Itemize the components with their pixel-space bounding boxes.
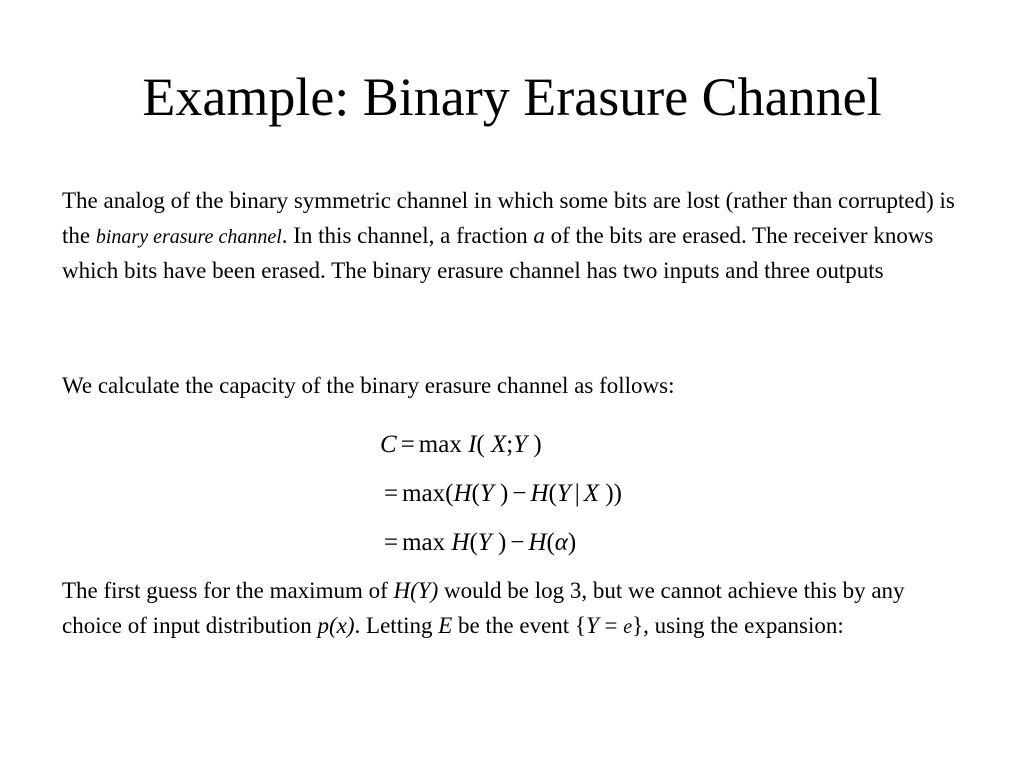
eq-symbol: H (453, 480, 472, 507)
eq-symbol: ( (471, 480, 480, 507)
eq-symbol: ) (533, 431, 542, 458)
expansion-emphasis-y: Y (585, 612, 599, 638)
expansion-text-1: The first guess for the maximum of (62, 578, 394, 603)
eq-symbol: ( (548, 480, 557, 507)
intro-paragraph (62, 184, 962, 289)
eq-symbol: ( (476, 431, 485, 458)
intro-text-3: of the bits are erased. The receiver knows which bits have been erased. The binary erasure channel has two inputs and three outputs (62, 222, 934, 283)
eq-symbol: )) (605, 480, 622, 507)
eq-symbol: ) (500, 480, 509, 507)
eq-symbol: max( (402, 480, 454, 507)
eq-symbol: ; (506, 431, 514, 458)
expansion-emphasis-e-event: E (438, 612, 453, 638)
eq-symbol: H (451, 529, 470, 556)
eq-symbol: max (418, 431, 462, 458)
expansion-emphasis-px: p(x) (317, 612, 355, 638)
eq-symbol: ( (469, 529, 478, 556)
eq-symbol: Y (479, 480, 494, 507)
eq-symbol: Y (556, 480, 571, 507)
eq-symbol: I (468, 431, 477, 458)
eq-symbol: = (384, 529, 399, 556)
eq-symbol: max (402, 529, 446, 556)
eq-symbol: = (400, 431, 415, 458)
eq-symbol: | (574, 480, 580, 507)
equation-line-3 (380, 523, 622, 572)
eq-symbol: H (530, 480, 549, 507)
expansion-text-6: }, using the expansion: (632, 612, 844, 638)
intro-text-2: . In this channel, a fraction (281, 222, 534, 248)
eq-symbol: α (554, 529, 568, 556)
eq-symbol: X (491, 431, 507, 458)
equation-line-1 (380, 425, 622, 474)
eq-symbol: C (380, 431, 397, 458)
capacity-paragraph: We calculate the capacity of the binary erasure channel as follows: (62, 373, 675, 398)
eq-symbol: − (510, 529, 525, 556)
eq-symbol: ) (497, 529, 507, 556)
intro-emphasis-bec: binary erasure channel (95, 225, 282, 248)
expansion-text-2: would be log 3, but we cannot achieve this by any choice of input distribution (62, 578, 905, 638)
eq-symbol: Y (477, 529, 492, 556)
eq-symbol: − (512, 480, 527, 507)
eq-symbol: ) (567, 529, 577, 556)
eq-symbol: ( (546, 529, 555, 556)
expansion-emphasis-hy: H(Y) (393, 578, 439, 603)
expansion-text-3: . Letting (354, 612, 439, 638)
slide-title: Example: Binary Erasure Channel (142, 67, 882, 127)
expansion-text-4: be the event { (452, 612, 586, 638)
eq-symbol: X (583, 480, 600, 507)
expansion-text-5: = (598, 612, 624, 638)
intro-text-1: The analog of the binary symmetric channel in which some bits are lost (rather than corrupted) is the (62, 188, 955, 248)
equation-line-2 (380, 474, 622, 523)
capacity-equations (380, 425, 622, 572)
expansion-paragraph (62, 574, 962, 644)
intro-emphasis-a: a (533, 222, 545, 248)
eq-symbol: H (528, 529, 547, 556)
expansion-emphasis-e: e (623, 615, 633, 638)
eq-symbol: = (384, 480, 399, 507)
eq-symbol: Y (513, 431, 528, 458)
